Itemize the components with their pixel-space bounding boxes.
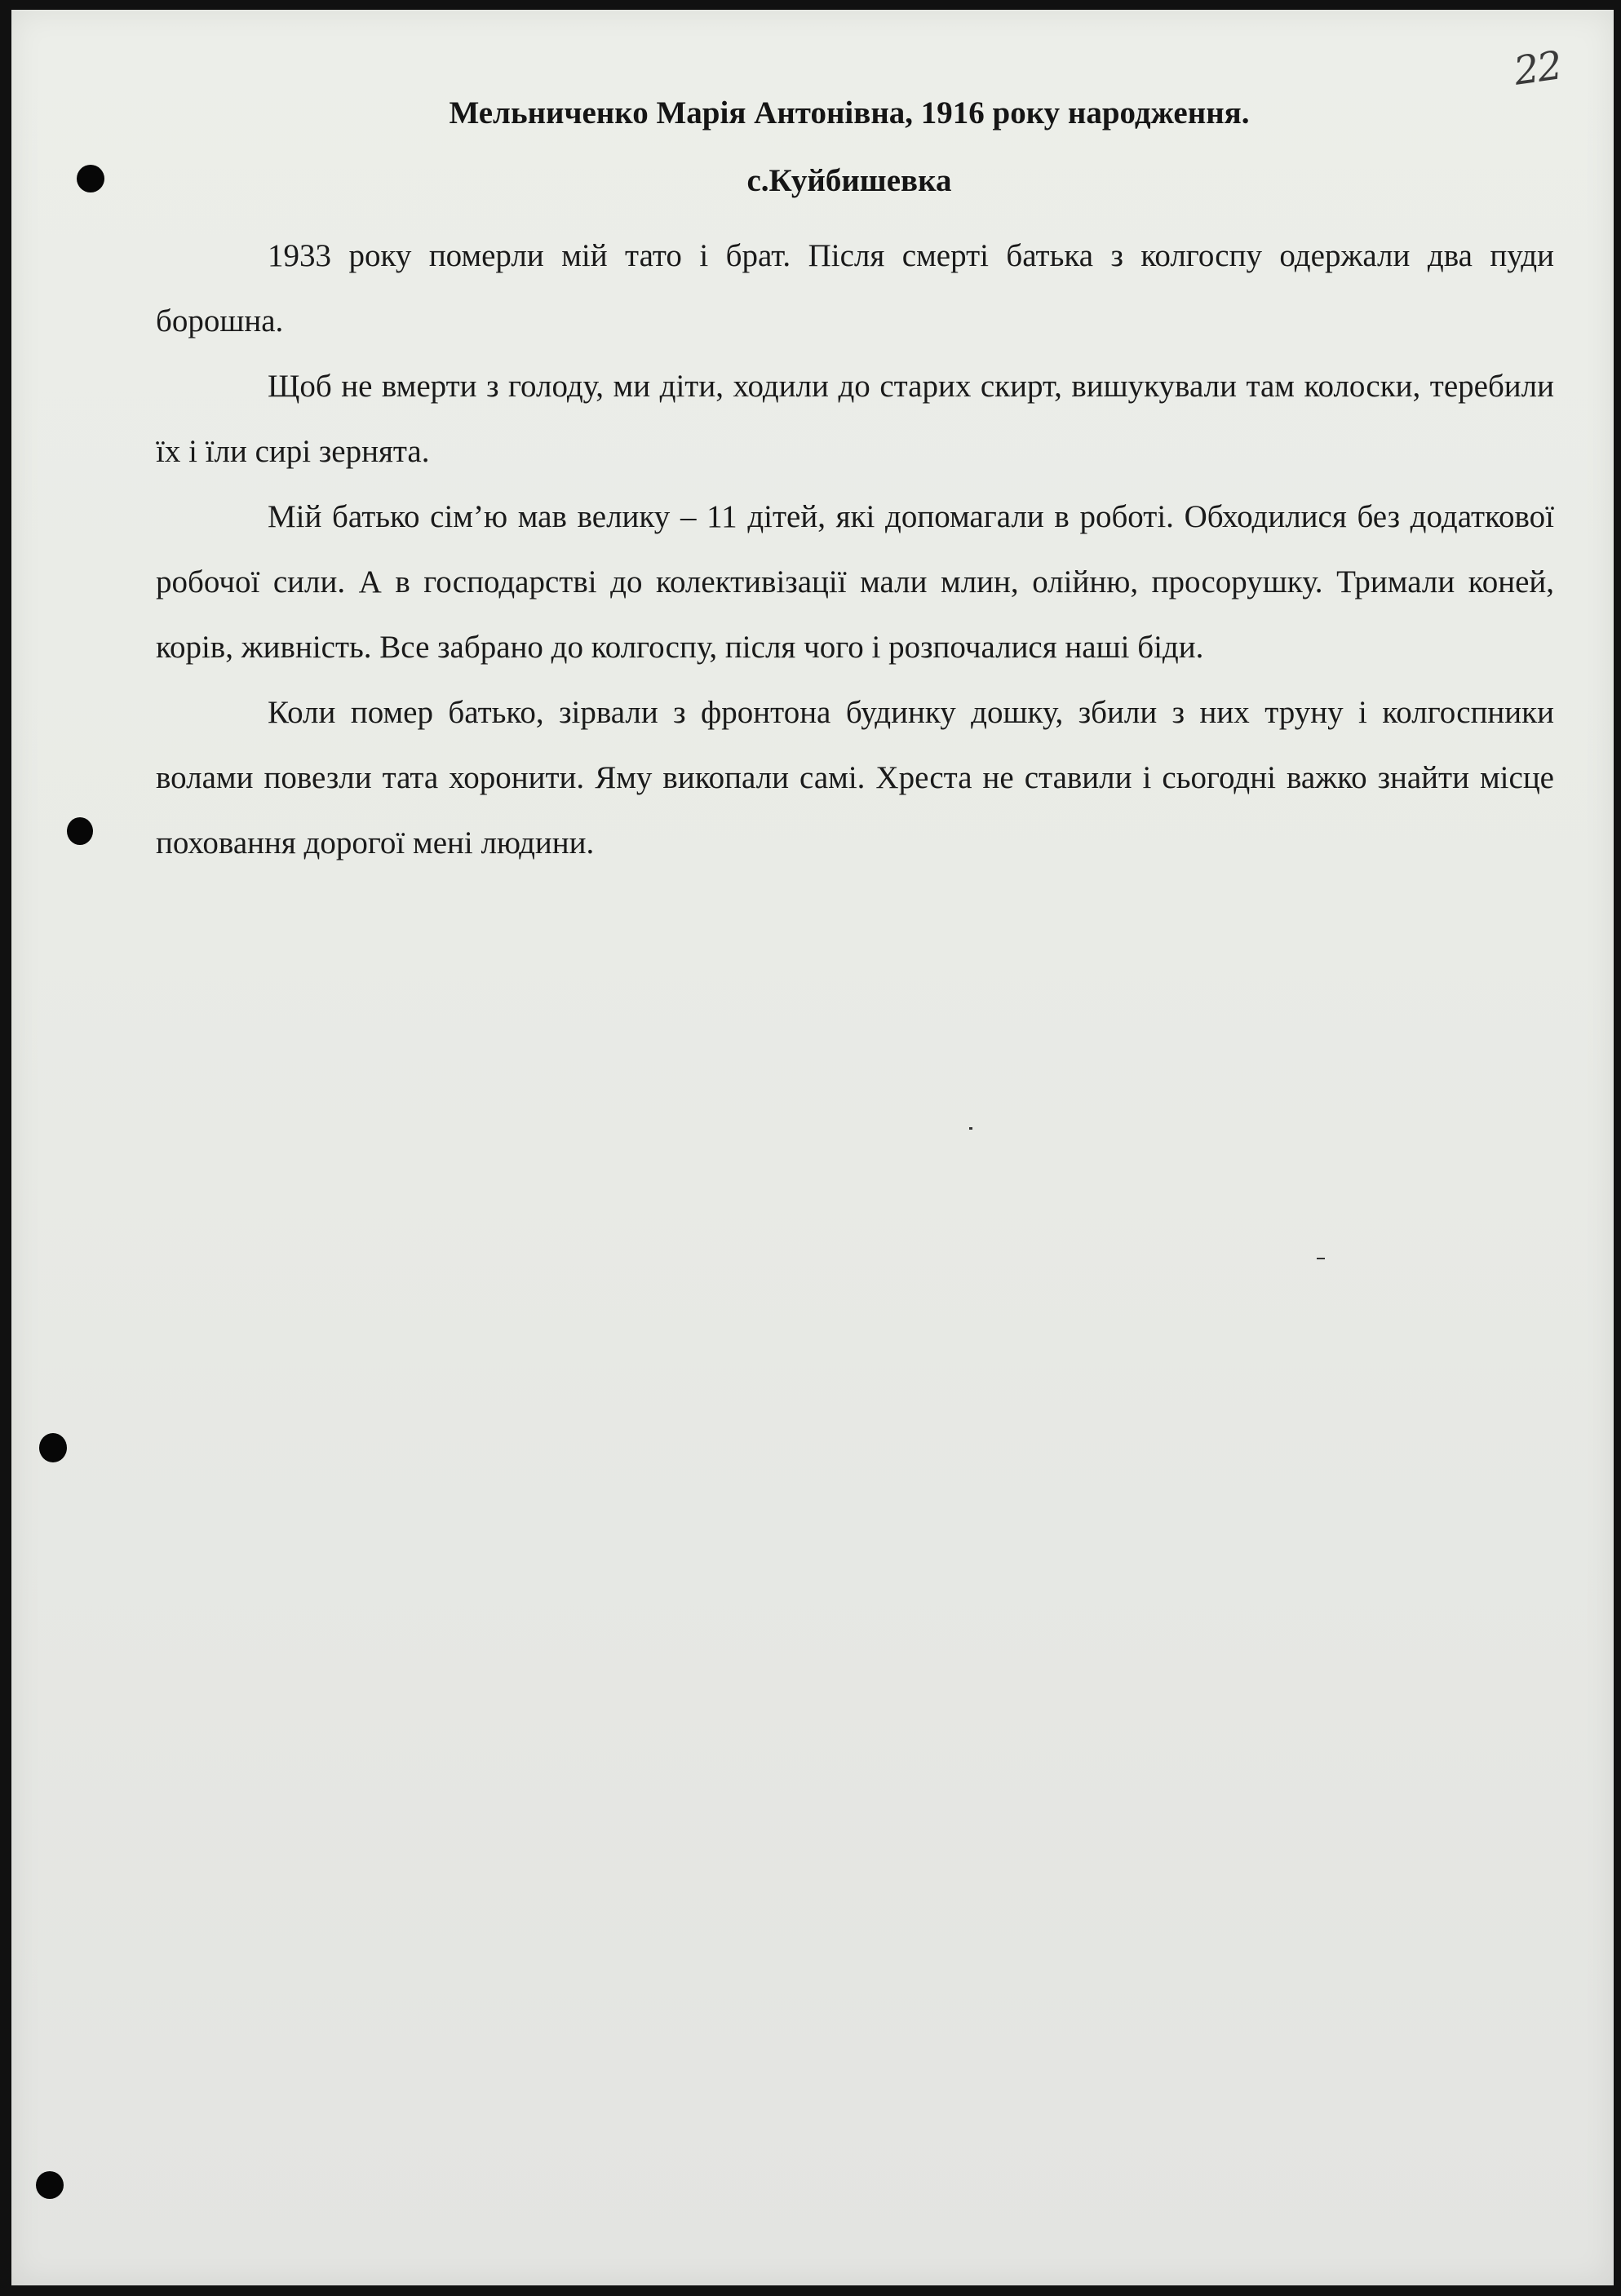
paragraph-4: Коли помер батько, зірвали з фронтона будинку дошку, збили з них труну і колгоспники волами повезли тата хоронити. Яму викопали самі. Хреста не ставили і сьогодні важко знайти місце поховання дорогої мені людини. [156, 695, 1554, 860]
paragraph-2: Щоб не вмерти з голоду, ми діти, ходили до старих скирт, вишукували там колоски, теребили їх і їли сирі зернята. [156, 369, 1554, 469]
scan-speck [1317, 1258, 1325, 1259]
punch-hole-2 [67, 817, 93, 845]
testimony-body [156, 223, 1554, 876]
paragraph-3: Мій батько сім’ю мав велику – 11 дітей, які допомагали в роботі. Обходилися без додаткової робочої сили. А в господарстві до колективізації мали млин, олійню, просорушку. Тримали коней, корів, живність. Все забрано до колгоспу, після чого і розпочалися наші біди. [156, 499, 1554, 665]
punch-hole-3 [39, 1433, 67, 1462]
handwritten-page-number: 22 [1511, 42, 1564, 95]
document-title: Мельниченко Марія Антонівна, 1916 року народження. [449, 95, 1250, 131]
punch-hole-4 [36, 2171, 64, 2199]
paragraph-1: 1933 року померли мій тато і брат. Після смерті батька з колгоспу одержали два пуди борошна. [156, 238, 1554, 338]
village-name: с.Куйбишевка [746, 163, 952, 198]
document-page [11, 10, 1614, 2285]
scan-speck [969, 1127, 972, 1130]
